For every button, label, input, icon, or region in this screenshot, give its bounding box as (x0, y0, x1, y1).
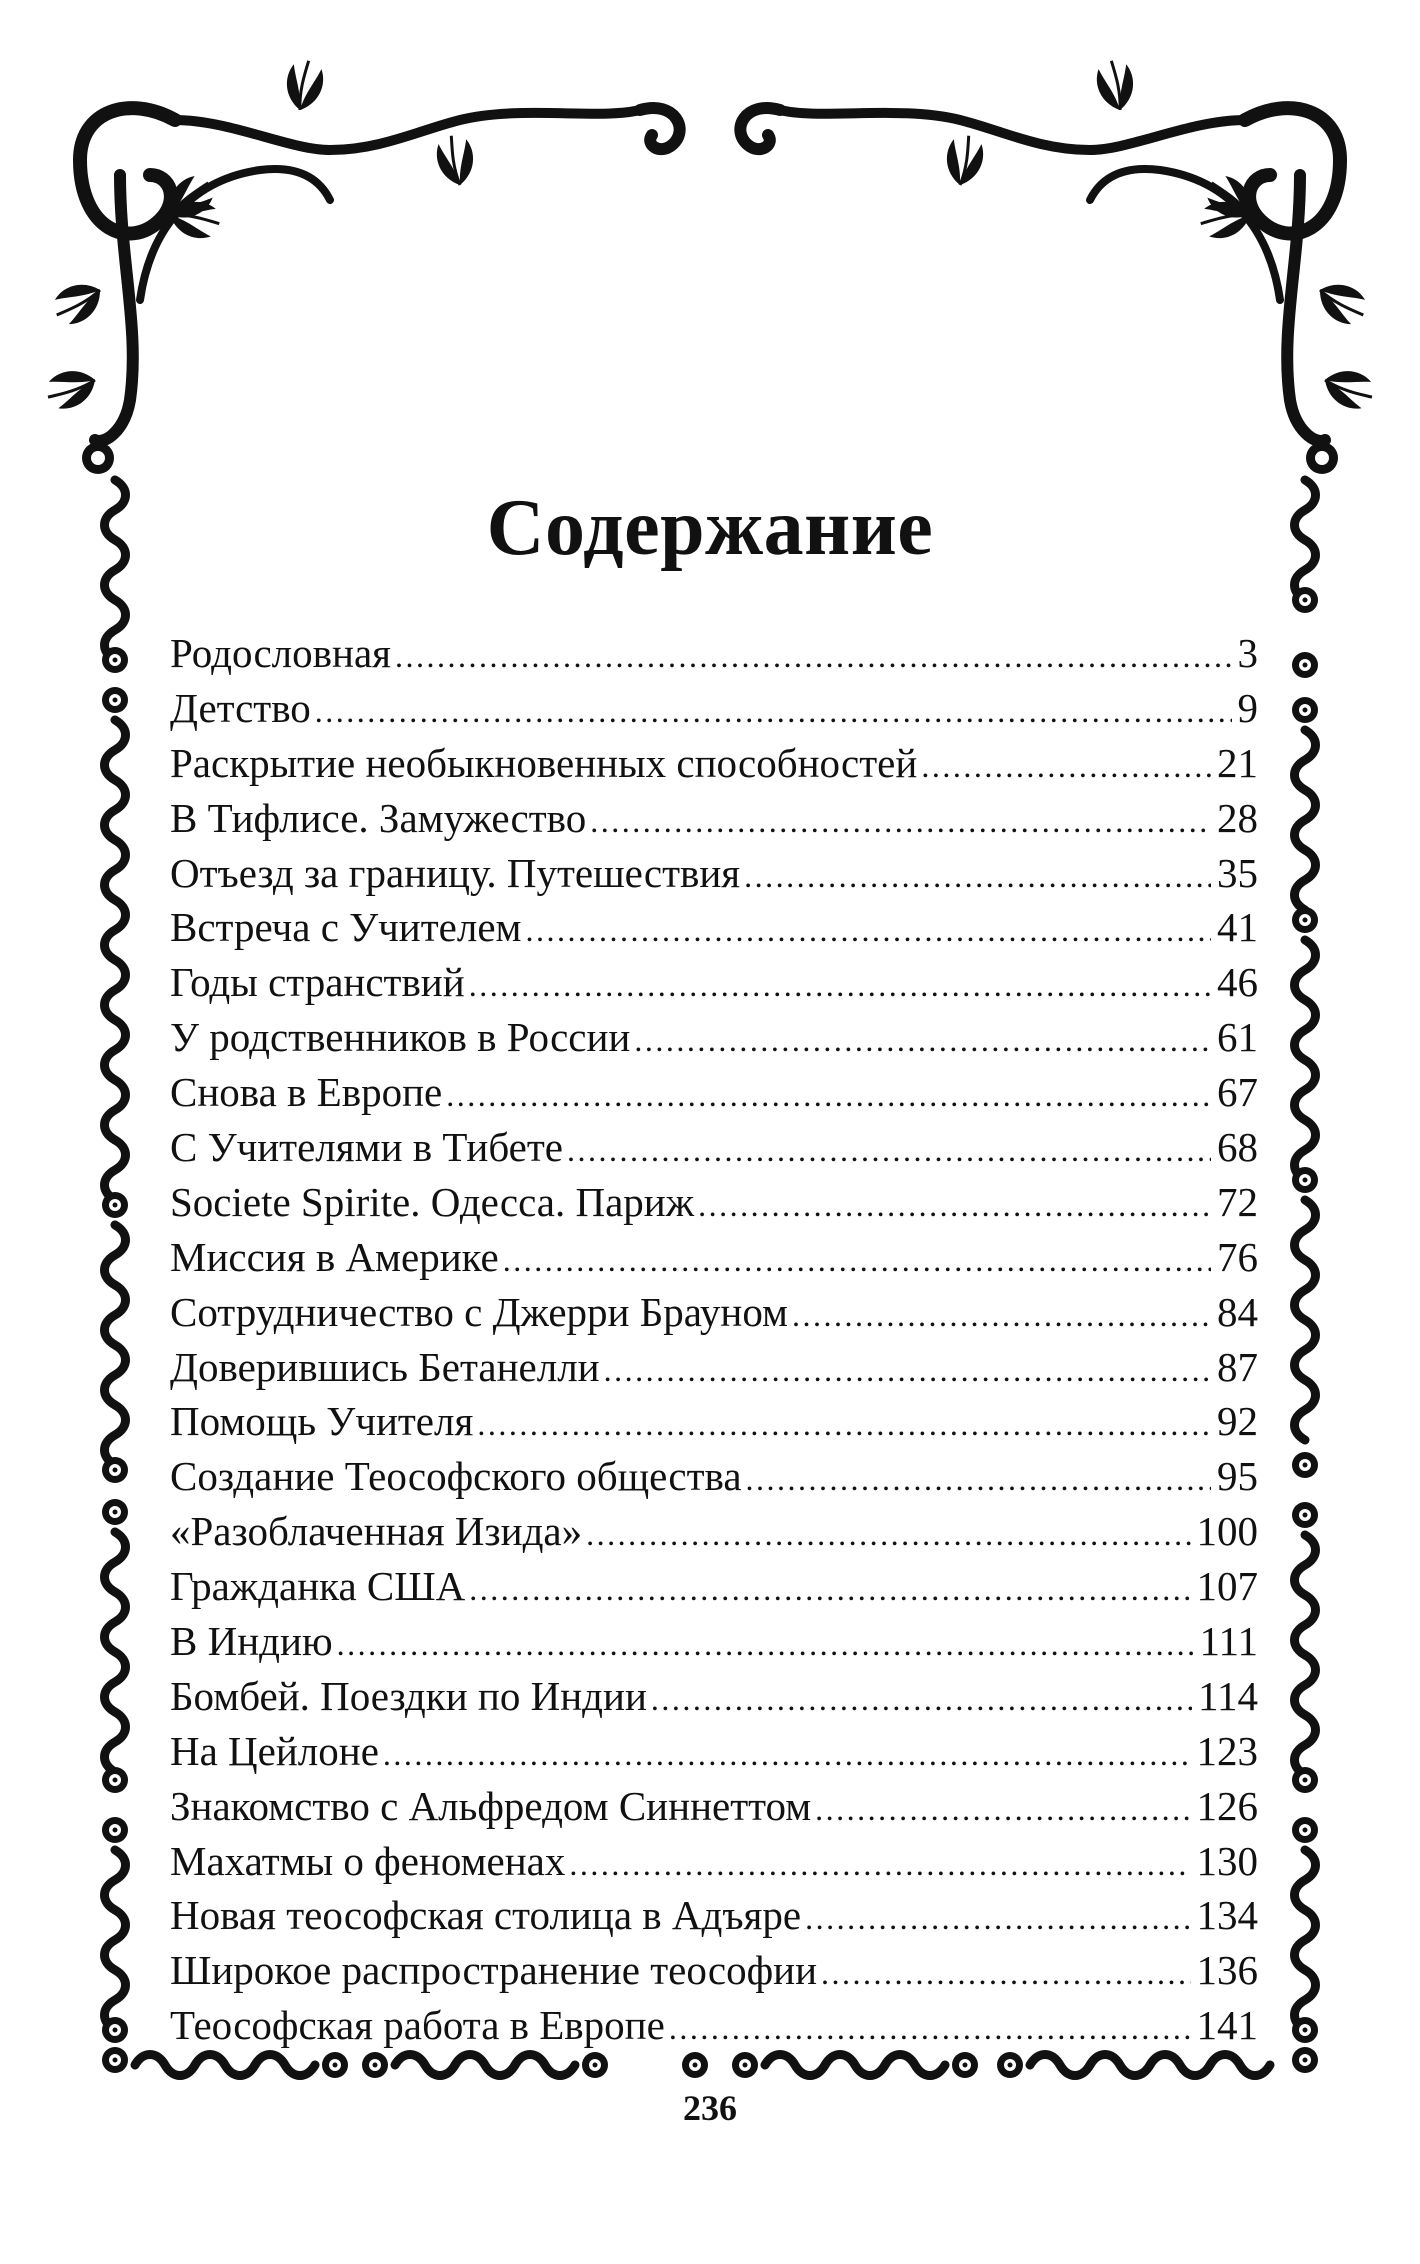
toc-entry-page-number: 100 (1196, 1508, 1258, 1555)
toc-entry-page-number: 87 (1217, 1343, 1258, 1390)
toc-entry-title: Сотрудничество с Джерри Брауном (170, 1288, 788, 1335)
page-number: 236 (683, 2088, 737, 2128)
toc-entry-title: Родословная (170, 630, 391, 676)
dot-leader (395, 629, 1232, 684)
toc-entry-page-number: 21 (1217, 739, 1258, 786)
toc-entry-title: В Тифлисе. Замужество (170, 794, 587, 841)
toc-entry-page-number: 41 (1217, 904, 1258, 951)
toc-entry-title: Снова в Европе (170, 1069, 443, 1116)
toc-entry[interactable] (170, 1669, 1258, 1724)
toc-entry-page-number: 130 (1196, 1837, 1258, 1884)
toc-entry[interactable] (170, 681, 1258, 736)
dot-leader (477, 1397, 1211, 1452)
toc-entry[interactable] (170, 1230, 1258, 1285)
toc-entry-page-number: 76 (1217, 1233, 1258, 1280)
toc-entry[interactable] (170, 1175, 1258, 1230)
dot-leader (815, 1782, 1190, 1837)
toc-entry[interactable] (170, 846, 1258, 901)
dot-leader (525, 903, 1211, 958)
table-of-contents (170, 626, 1258, 2053)
dot-leader (383, 1727, 1191, 1782)
toc-entry[interactable] (170, 1614, 1258, 1669)
toc-entry-title: Детство (170, 684, 311, 731)
toc-entry-page-number: 46 (1217, 959, 1258, 1006)
toc-entry[interactable] (170, 1065, 1258, 1120)
dot-leader (634, 1013, 1211, 1068)
dot-leader (669, 2001, 1191, 2056)
toc-entry-page-number: 134 (1196, 1892, 1258, 1939)
toc-entry[interactable] (170, 626, 1258, 681)
toc-entry-title: «Разоблаченная Изида» (170, 1508, 583, 1555)
dot-leader (590, 794, 1211, 849)
toc-entry-title: Помощь Учителя (170, 1398, 474, 1445)
toc-entry-title: С Учителями в Тибете (170, 1124, 563, 1171)
toc-entry[interactable] (170, 736, 1258, 791)
toc-entry-title: Бомбей. Поездки по Индии (170, 1672, 647, 1719)
dot-leader (744, 849, 1211, 904)
dot-leader (446, 1068, 1211, 1123)
dot-leader (792, 1288, 1211, 1343)
dot-leader (567, 1123, 1211, 1178)
toc-entry-title: Махатмы о феноменах (170, 1837, 566, 1884)
toc-entry[interactable] (170, 791, 1258, 846)
toc-entry[interactable] (170, 1779, 1258, 1834)
toc-entry-title: Миссия в Америке (170, 1233, 499, 1280)
toc-entry-page-number: 67 (1217, 1069, 1258, 1116)
dot-leader (746, 1452, 1211, 1507)
toc-entry-page-number: 84 (1217, 1288, 1258, 1335)
toc-entry-page-number: 136 (1196, 1947, 1258, 1994)
toc-entry[interactable] (170, 1943, 1258, 1998)
toc-entry[interactable] (170, 1998, 1258, 2053)
toc-entry[interactable] (170, 1724, 1258, 1779)
toc-entry-page-number: 95 (1217, 1453, 1258, 1500)
toc-entry-title: Создание Теософского общества (170, 1453, 742, 1500)
dot-leader (503, 1233, 1211, 1288)
toc-entry-title: Годы странствий (170, 959, 465, 1006)
toc-entry-title: На Цейлоне (170, 1727, 379, 1774)
toc-entry-page-number: 28 (1217, 794, 1258, 841)
toc-entry-title: В Индию (170, 1618, 333, 1665)
dot-leader (469, 958, 1211, 1013)
toc-entry-page-number: 35 (1217, 849, 1258, 896)
toc-entry[interactable] (170, 1285, 1258, 1340)
toc-entry[interactable] (170, 1834, 1258, 1889)
toc-entry-page-number: 111 (1199, 1618, 1258, 1665)
dot-leader (805, 1891, 1190, 1946)
toc-entry-title: Новая теософская столица в Адъяре (170, 1892, 802, 1939)
toc-entry-page-number: 9 (1237, 684, 1258, 731)
toc-entry-title: Широкое распространение теософии (170, 1947, 818, 1994)
toc-entry[interactable] (170, 1340, 1258, 1395)
dot-leader (569, 1837, 1190, 1892)
toc-entry[interactable] (170, 955, 1258, 1010)
dot-leader (698, 1178, 1211, 1233)
toc-entry-title: Теософская работа в Европе (170, 2002, 665, 2049)
toc-entry[interactable] (170, 1504, 1258, 1559)
toc-entry[interactable] (170, 900, 1258, 955)
dot-leader (821, 1946, 1190, 2001)
toc-entry-title: Отъезд за границу. Путешествия (170, 849, 741, 896)
toc-entry[interactable] (170, 1010, 1258, 1065)
toc-entry[interactable] (170, 1559, 1258, 1614)
page-title: Содержание (486, 484, 934, 572)
toc-entry-page-number: 3 (1237, 630, 1258, 676)
dot-leader (315, 684, 1232, 739)
toc-entry-title: Societe Spirite. Одесса. Париж (170, 1178, 695, 1225)
toc-entry-page-number: 92 (1217, 1398, 1258, 1445)
dot-leader (337, 1617, 1194, 1672)
toc-entry-page-number: 72 (1217, 1178, 1258, 1225)
dot-leader (921, 739, 1211, 794)
toc-entry-page-number: 61 (1217, 1014, 1258, 1061)
toc-entry-title: Раскрытие необыкновенных способностей (170, 739, 918, 786)
toc-entry-title: Гражданка США (170, 1563, 466, 1610)
toc-entry-title: Знакомство с Альфредом Синнеттом (170, 1782, 812, 1829)
toc-entry-page-number: 107 (1196, 1563, 1258, 1610)
dot-leader (469, 1562, 1190, 1617)
toc-entry-page-number: 126 (1196, 1782, 1258, 1829)
toc-entry-page-number: 141 (1196, 2002, 1258, 2049)
toc-entry-page-number: 114 (1198, 1672, 1258, 1719)
toc-entry[interactable] (170, 1120, 1258, 1175)
toc-entry-title: Доверившись Бетанелли (170, 1343, 600, 1390)
dot-leader (586, 1507, 1190, 1562)
toc-entry-page-number: 123 (1196, 1727, 1258, 1774)
toc-entry-page-number: 68 (1217, 1124, 1258, 1171)
toc-entry[interactable] (170, 1394, 1258, 1449)
toc-entry-title: Встреча с Учителем (170, 904, 522, 951)
toc-entry-title: У родственников в России (170, 1014, 631, 1061)
toc-entry[interactable] (170, 1449, 1258, 1504)
toc-entry[interactable] (170, 1888, 1258, 1943)
dot-leader (651, 1672, 1192, 1727)
dot-leader (604, 1343, 1211, 1398)
